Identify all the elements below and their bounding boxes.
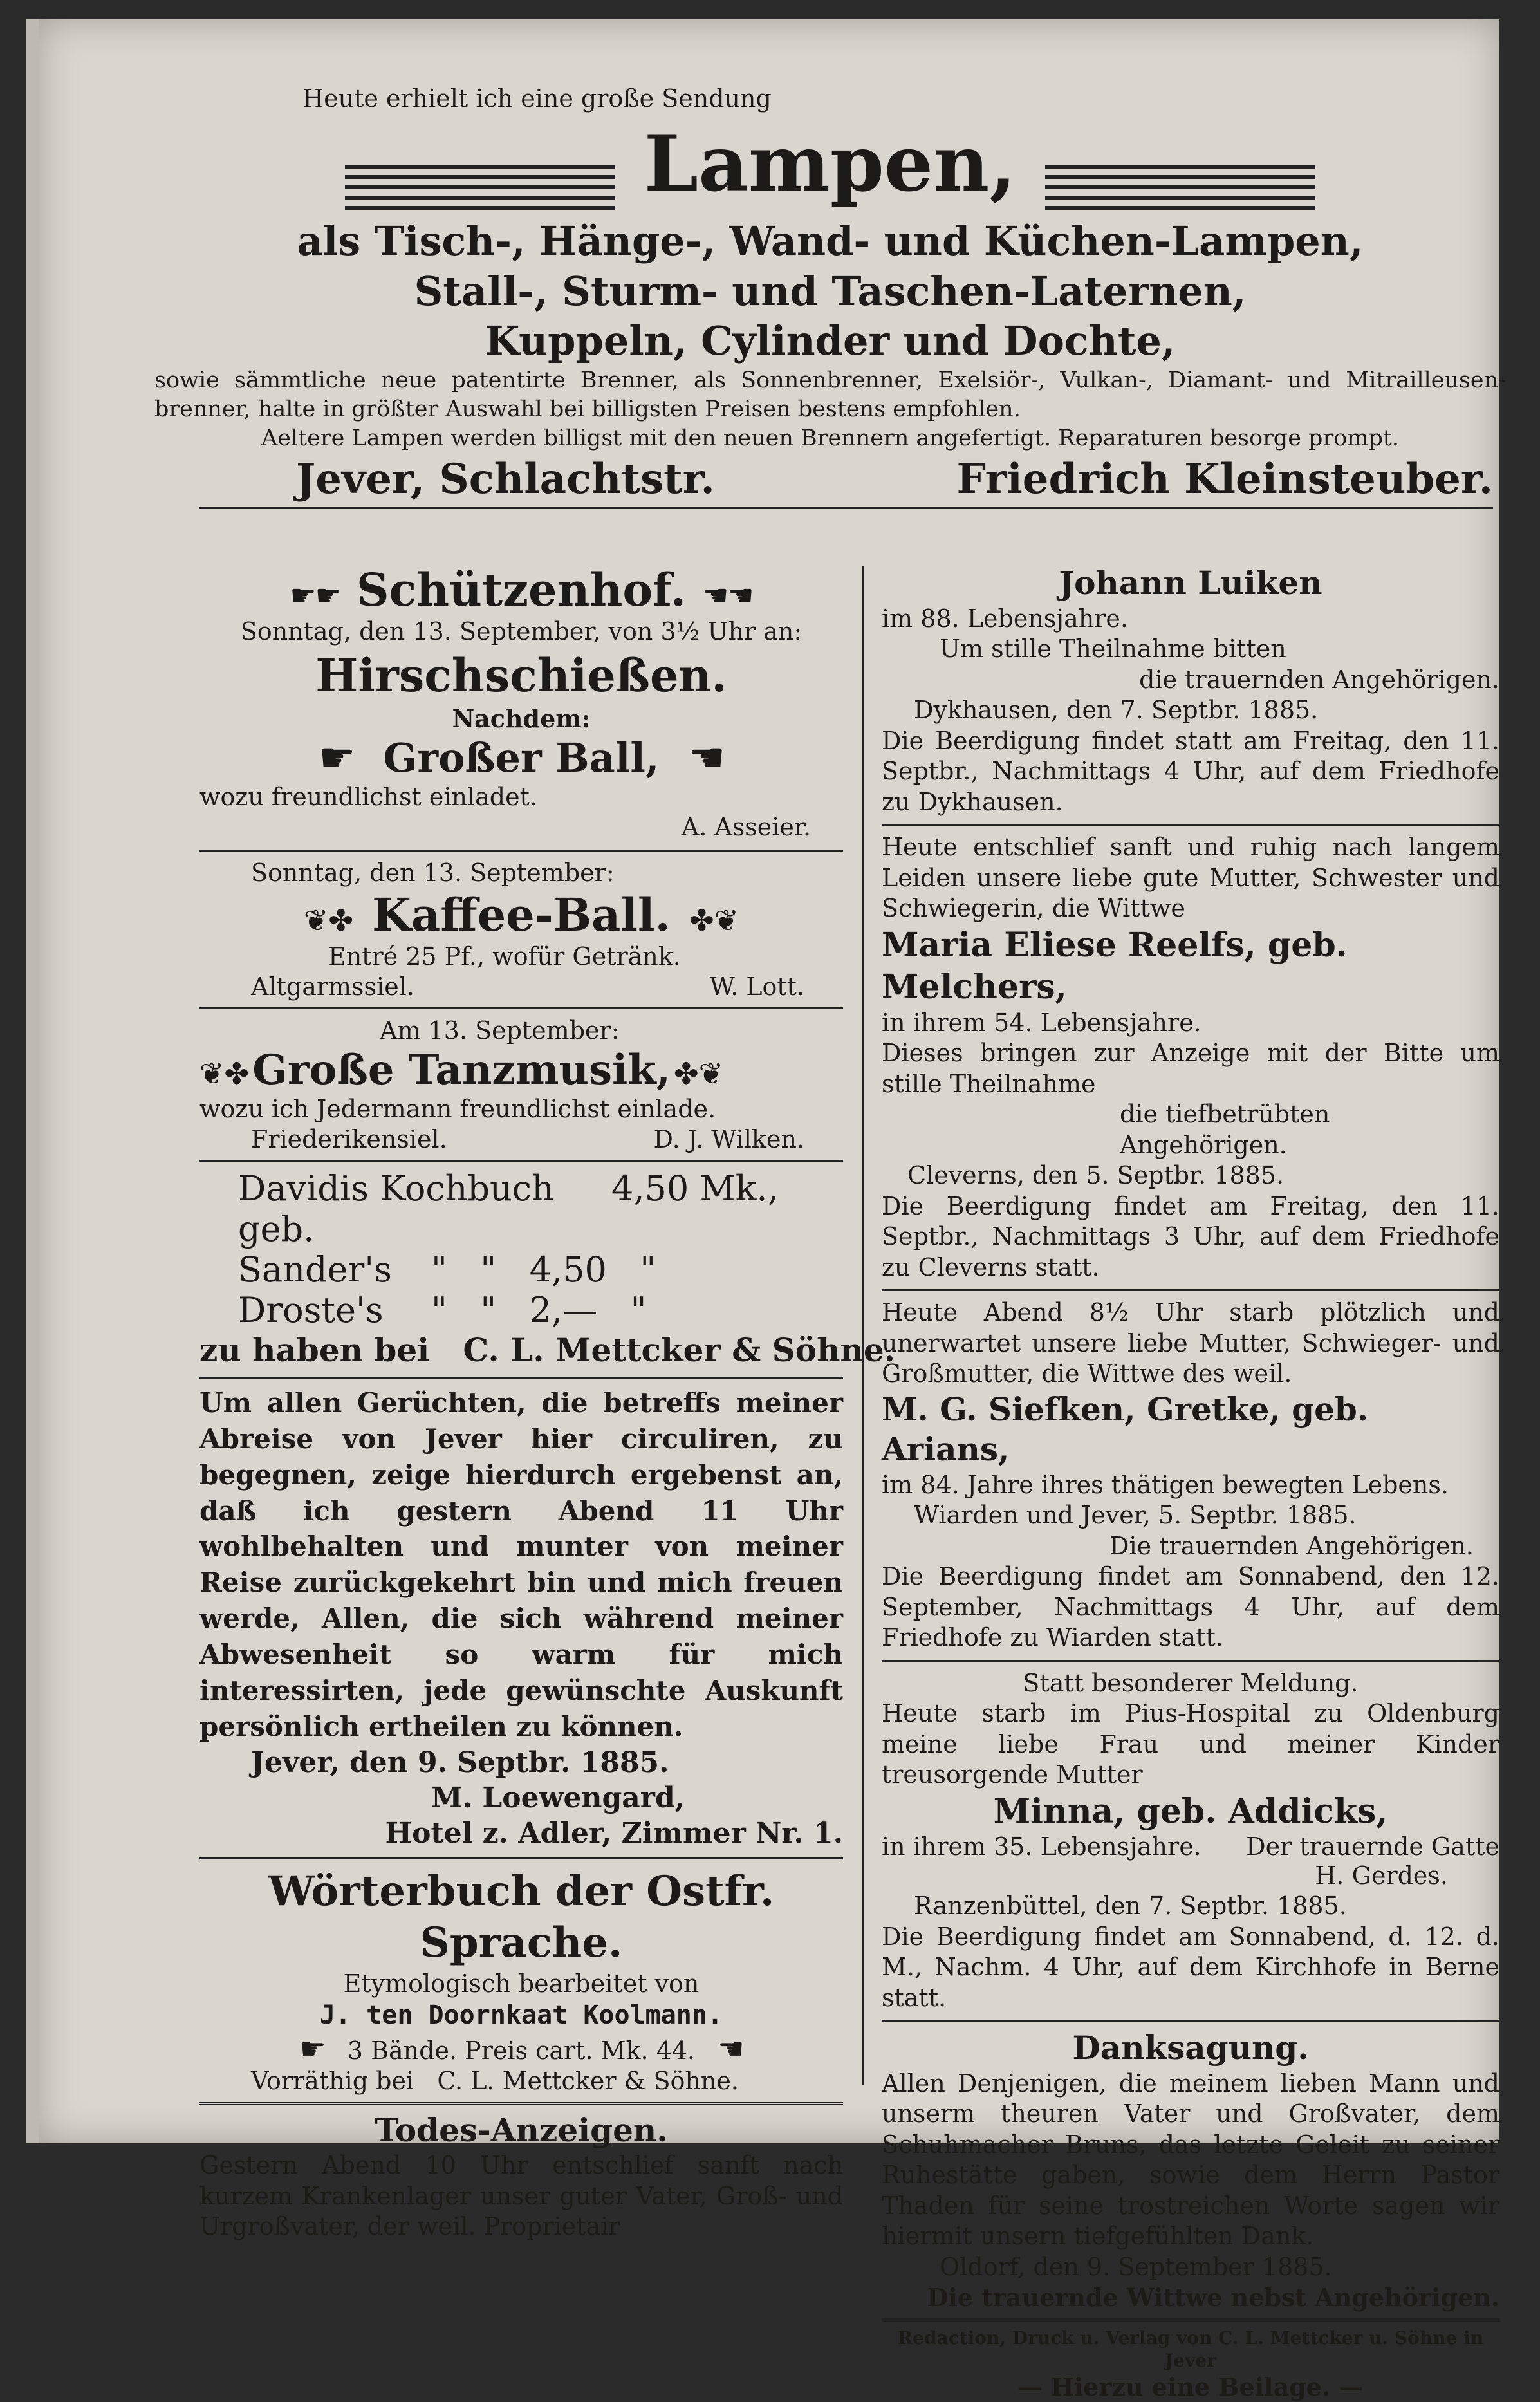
addicks-text: Heute starb im Pius-Hospital zu Oldenburg meine liebe Frau und meiner Kinder treusorgende Mutter <box>882 1699 1499 1791</box>
books-ad <box>199 1168 843 1371</box>
book-row <box>199 1168 843 1249</box>
luiken-name: Johann Luiken <box>882 563 1499 604</box>
book-row <box>199 1249 843 1290</box>
book-title: Davidis Kochbuch geb. <box>238 1168 611 1249</box>
page-content <box>154 84 1506 516</box>
page-stack-edge <box>26 19 32 2143</box>
pointing-hand-left-icon: ☚ <box>689 734 724 782</box>
lamp-footer <box>154 455 1506 503</box>
lamp-headline-row <box>154 118 1506 210</box>
woerterbuch-title: Wörterbuch der Ostfr. Sprache. <box>199 1866 843 1969</box>
reelfs-note: Dieses bringen zur Anzeige mit der Bitte um stille Theilnahme <box>882 1038 1499 1099</box>
schuetzenhof-invite: wozu freundlichst einladet. <box>199 782 843 813</box>
luiken-sign: die trauernden Angehörigen. <box>882 665 1499 696</box>
tanz-date: Am 13. September: <box>199 1016 843 1047</box>
addicks-notice <box>882 1668 1499 2014</box>
tanz-footer <box>199 1125 843 1153</box>
right-column <box>882 563 1499 2402</box>
addicks-date: Ranzenbüttel, den 7. Septbr. 1885. <box>882 1891 1499 1922</box>
schuetzenhof-title-row <box>199 563 843 617</box>
schuetzenhof-after: Nachdem: <box>199 703 843 734</box>
loewengard-name: M. Loewengard, <box>199 1780 843 1816</box>
addicks-sign1: Der trauernde Gatte <box>1246 1832 1499 1861</box>
schuetzenhof-title: Schützenhof. <box>344 563 699 617</box>
pointing-hand-right-icon: ☛ <box>300 2031 325 2066</box>
siefken-name: M. G. Siefken, Gretke, geb. Arians, <box>882 1390 1499 1470</box>
woerterbuch-price-row <box>199 2031 843 2066</box>
book-row <box>199 1290 843 1330</box>
loewengard-hotel: Hotel z. Adler, Zimmer Nr. 1. <box>199 1816 843 1851</box>
dank-date: Oldorf, den 9. September 1885. <box>882 2252 1499 2283</box>
luiken-date: Dykhausen, den 7. Septbr. 1885. <box>882 695 1499 726</box>
kaffee-entry: Entré 25 Pf., wofür Getränk. <box>199 942 843 973</box>
separator <box>199 850 843 852</box>
schuetzenhof-event: Hirschschießen. <box>199 647 843 704</box>
ornament-icon: ❦✤ <box>199 1056 249 1091</box>
dank-sign: Die trauernde Wittwe nebst Angehörigen. <box>882 2282 1499 2313</box>
siefken-text: Heute Abend 8½ Uhr starb plötzlich und unerwartet unsere liebe Mutter, Schwieger- und Großmutter, die Wittwe des weil. <box>882 1298 1499 1390</box>
tanz-ad <box>199 1016 843 1153</box>
siefken-age: im 84. Jahre ihres thätigen bewegten Lebens. <box>882 1470 1499 1501</box>
separator <box>199 1377 843 1379</box>
dank-text: Allen Denjenigen, die meinem lieben Mann und unserm theuren Vater und Großvater, dem Schuhmacher Bruns, das letzte Geleit zu seiner Ruhestätte gaben, sowie dem Herrn Pastor Thaden für seine trostreichen Worte sagen wir hiermit unsern tiefgefühlten Dank. <box>882 2069 1499 2252</box>
luiken-age: im 88. Lebensjahre. <box>882 604 1499 635</box>
reelfs-name: Maria Eliese Reelfs, geb. Melchers, <box>882 924 1499 1008</box>
loewengard-date: Jever, den 9. Septbr. 1885. <box>199 1745 843 1780</box>
woerterbuch-stock: Vorräthig bei C. L. Mettcker & Söhne. <box>199 2066 843 2097</box>
luiken-bitte: Um stille Theilnahme bitten <box>882 634 1499 665</box>
luiken-burial: Die Beerdigung findet statt am Freitag, den 11. Septbr., Nachmittags 4 Uhr, auf dem Friedhofe zu Dykhausen. <box>882 726 1499 818</box>
lamp-merchant: Friedrich Kleinsteuber. <box>956 455 1506 503</box>
lamp-place: Jever, Schlachtstr. <box>154 455 715 503</box>
tanz-title: Große Tanzmusik, <box>252 1046 671 1094</box>
lamp-headline: Lampen, <box>618 118 1042 209</box>
loewengard-ad <box>199 1385 843 1851</box>
kaffee-host: W. Lott. <box>710 973 804 1001</box>
siefken-burial: Die Beerdigung findet am Sonnabend, den 12. September, Nachmittags 4 Uhr, auf dem Friedhofe zu Wiarden statt. <box>882 1561 1499 1653</box>
lamp-body: sowie sämmtliche neue patentirte Brenner, als Sonnenbrenner, Exelsiör-, Vulkan-, Diamant- und Mitrailleusen-brenner, halte in größter Auswahl bei billigsten Preisen bestens empfohlen. <box>154 366 1506 425</box>
todes-text: Gestern Abend 10 Uhr entschlief sanft nach kurzem Krankenlager unser guter Vater, Groß- und Urgroßvater, der weil. Proprietair <box>199 2150 843 2242</box>
separator <box>199 1160 843 1162</box>
ornament-icon: ✤❦ <box>689 903 739 938</box>
woerterbuch-author: J. ten Doornkaat Koolmann. <box>199 1999 843 2031</box>
siefken-notice <box>882 1298 1499 1653</box>
ornament-icon: ✤❦ <box>674 1056 723 1091</box>
addicks-head: Statt besonderer Meldung. <box>882 1668 1499 1699</box>
schuetzenhof-host: A. Asseier. <box>199 812 843 843</box>
kaffee-place: Altgarmssiel. <box>251 973 414 1001</box>
pointing-hand-icon: ☚☚ <box>702 578 752 613</box>
lamp-ad <box>154 84 1506 503</box>
addicks-sign2: H. Gerdes. <box>882 1861 1499 1892</box>
woerterbuch-price: 3 Bände. Preis cart. Mk. 44. <box>328 2036 714 2065</box>
separator <box>199 507 1493 509</box>
schuetzenhof-ad <box>199 563 843 843</box>
luiken-notice <box>882 563 1499 817</box>
imprint: Redaction, Druck u. Verlag von C. L. Mettcker u. Söhne in Jever <box>882 2327 1499 2372</box>
separator <box>882 824 1499 826</box>
lamp-line1: als Tisch-, Hänge-, Wand- und Küchen-Lampen, <box>154 216 1506 266</box>
danksagung <box>882 2028 1499 2313</box>
decorative-rules <box>1045 165 1315 210</box>
woerterbuch-ad <box>199 1866 843 2097</box>
book-title: Sander's <box>238 1249 431 1290</box>
left-column <box>199 563 843 2242</box>
beilage-note: — Hierzu eine Beilage. — <box>882 2372 1499 2402</box>
book-price: 4,50 Mk., <box>611 1168 779 1249</box>
separator <box>882 2318 1499 2322</box>
siefken-date: Wiarden und Jever, 5. Septbr. 1885. <box>882 1500 1499 1531</box>
decorative-rules <box>345 165 615 210</box>
reelfs-notice <box>882 832 1499 1283</box>
reelfs-age: in ihrem 54. Lebensjahre. <box>882 1008 1499 1039</box>
separator <box>882 1289 1499 1291</box>
reelfs-date: Cleverns, den 5. Septbr. 1885. <box>882 1160 1499 1191</box>
siefken-sign: Die trauernden Angehörigen. <box>882 1531 1499 1562</box>
books-seller: zu haben bei C. L. Mettcker & Söhne. <box>199 1330 843 1371</box>
lamp-line3: Kuppeln, Cylinder und Dochte, <box>154 316 1506 366</box>
tanz-title-row <box>199 1046 843 1094</box>
reelfs-burial: Die Beerdigung findet am Freitag, den 11. Septbr., Nachmittags 3 Uhr, auf dem Friedhofe zu Cleverns statt. <box>882 1191 1499 1283</box>
lamp-intro: Heute erhielt ich eine große Sendung <box>154 84 1506 115</box>
separator <box>882 1660 1499 1662</box>
tanz-place: Friederikensiel. <box>251 1125 447 1153</box>
tanz-host: D. J. Wilken. <box>654 1125 804 1153</box>
book-title: Droste's <box>238 1290 431 1330</box>
separator <box>199 2102 843 2105</box>
separator <box>882 2020 1499 2022</box>
pointing-hand-left-icon: ☚ <box>718 2031 743 2066</box>
kaffee-date: Sonntag, den 13. September: <box>199 858 843 889</box>
reelfs-sign: die tiefbetrübten Angehörigen. <box>882 1099 1499 1160</box>
lamp-line2: Stall-, Sturm- und Taschen-Laternen, <box>154 266 1506 317</box>
loewengard-text: Um allen Gerüchten, die betreffs meiner Abreise von Jever hier circuliren, zu begegnen, zeige hierdurch ergebenst an, daß ich gestern Abend 11 Uhr wohlbehalten und munter von meiner Reise zurückgekehrt bin und mich freuen werde, Allen, die sich während meiner Abwesenheit so warm für mich interessirten, jede gewünschte Auskunft persönlich ertheilen zu können. <box>199 1385 843 1745</box>
book-price: " " 4,50 " <box>431 1249 656 1290</box>
todes-title: Todes-Anzeigen. <box>199 2110 843 2151</box>
tanz-invite: wozu ich Jedermann freundlichst einlade. <box>199 1094 843 1125</box>
dank-title: Danksagung. <box>882 2028 1499 2069</box>
schuetzenhof-ball: Großer Ball, <box>357 734 685 781</box>
kaffee-ad <box>199 858 843 1001</box>
column-divider <box>862 566 864 2085</box>
todes-anzeigen <box>199 2110 843 2242</box>
woerterbuch-sub: Etymologisch bearbeitet von <box>199 1969 843 2000</box>
lamp-body2: Aeltere Lampen werden billigst mit den neuen Brennern angefertigt. Reparaturen besorge prompt. <box>154 425 1506 453</box>
separator <box>199 1857 843 1859</box>
schuetzenhof-ball-row <box>199 734 843 782</box>
addicks-burial: Die Beerdigung findet am Sonnabend, d. 12. d. M., Nachm. 4 Uhr, auf dem Kirchhofe in Berne statt. <box>882 1922 1499 2014</box>
kaffee-footer <box>199 973 843 1001</box>
reelfs-text: Heute entschlief sanft und ruhig nach langem Leiden unsere liebe gute Mutter, Schwester und Schwiegerin, die Wittwe <box>882 832 1499 924</box>
addicks-age-row <box>882 1832 1499 1861</box>
kaffee-title: Kaffee-Ball. <box>357 888 686 942</box>
pointing-hand-right-icon: ☛ <box>319 734 354 782</box>
separator <box>199 1007 843 1009</box>
addicks-name: Minna, geb. Addicks, <box>882 1791 1499 1832</box>
page-stack-edge <box>32 19 39 2143</box>
addicks-age: in ihrem 35. Lebensjahre. <box>882 1832 1201 1861</box>
kaffee-title-row <box>199 888 843 942</box>
schuetzenhof-date: Sonntag, den 13. September, von 3½ Uhr an: <box>199 617 843 647</box>
ornament-icon: ❦✤ <box>304 903 353 938</box>
pointing-hand-icon: ☛☛ <box>290 578 340 613</box>
book-price: " " 2,— " <box>431 1290 647 1330</box>
